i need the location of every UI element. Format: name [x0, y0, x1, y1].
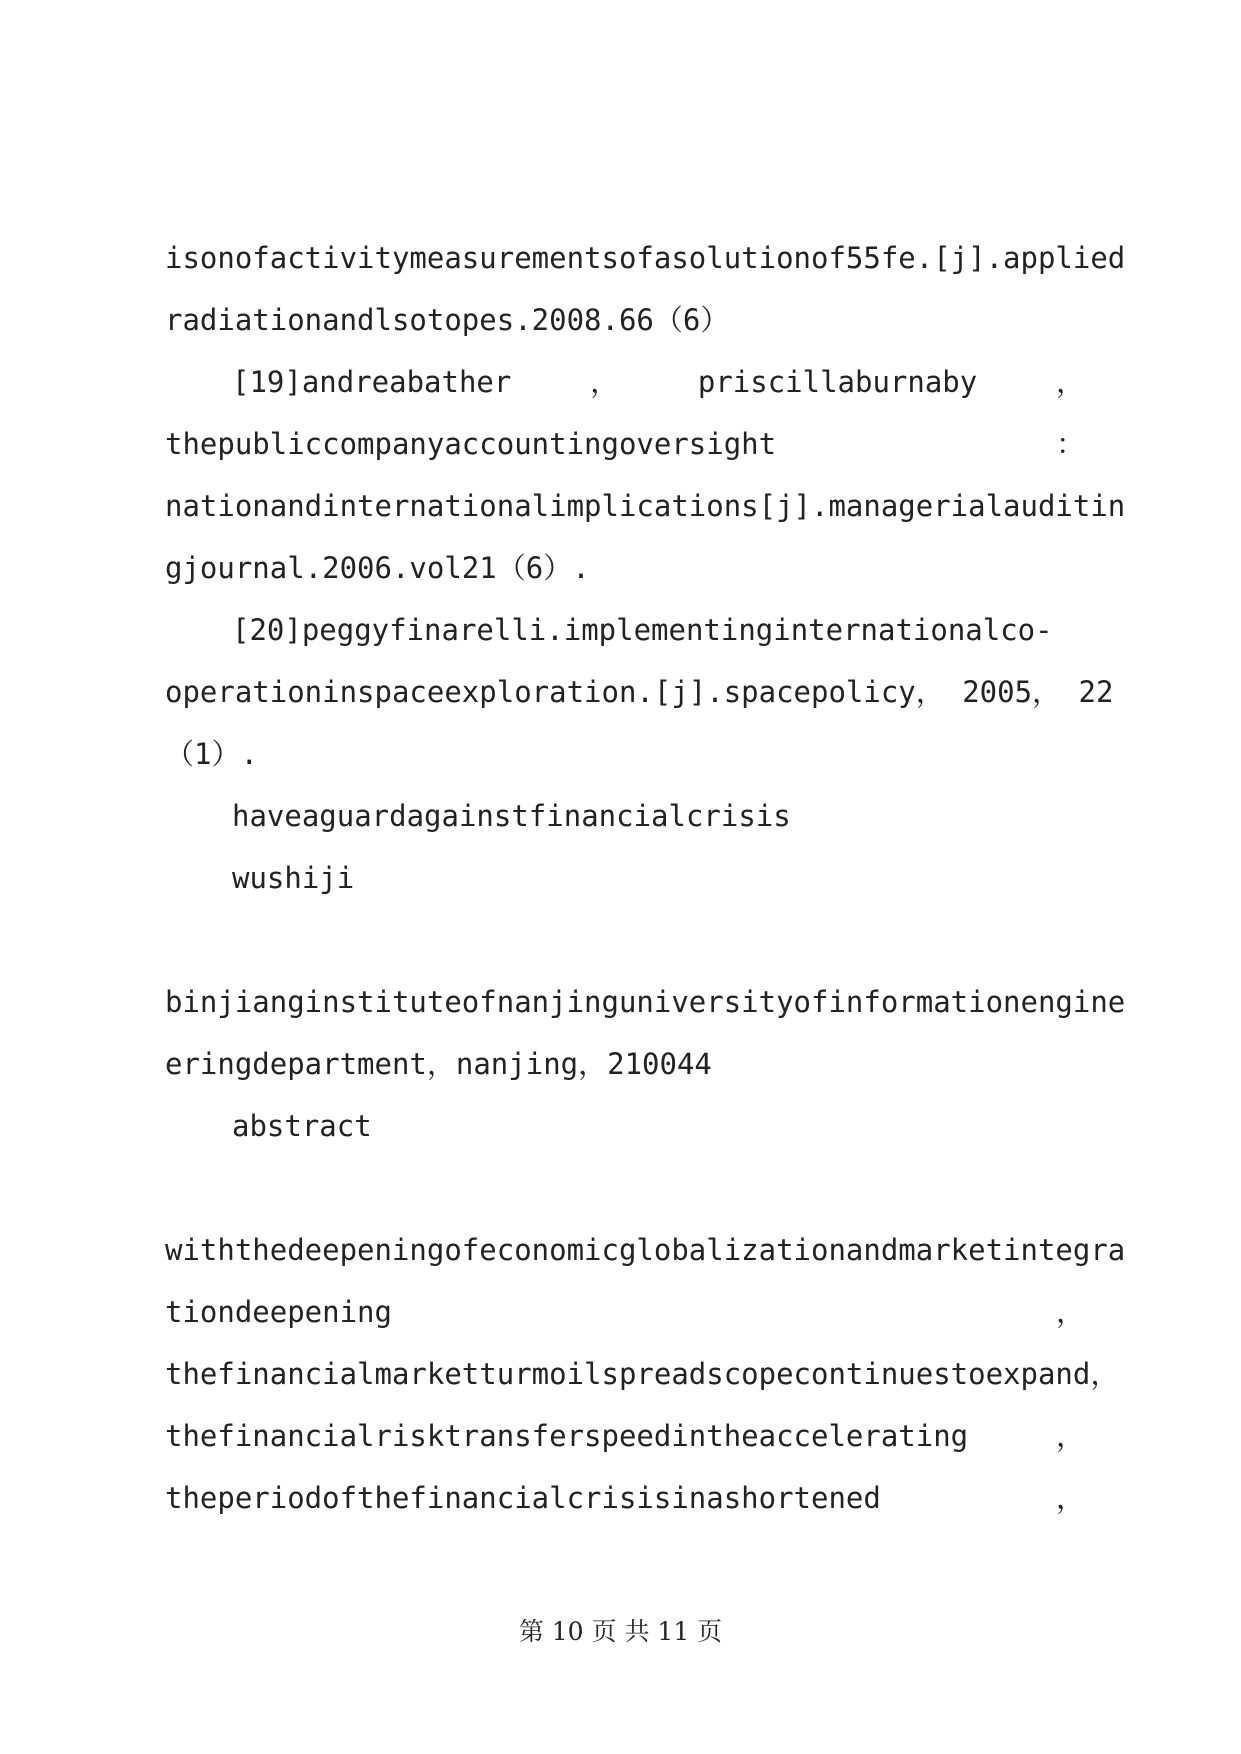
punctuation: ， — [1055, 1295, 1085, 1329]
text-segment: theperiodofthefinancialcrisisinashortened — [165, 1481, 881, 1515]
text-segment: thefinancialrisktransferspeedintheaccelerating — [165, 1419, 969, 1453]
punctuation: ， — [1055, 1481, 1085, 1515]
abstract-line — [165, 1292, 1085, 1332]
text-line: nationandinternationalimplications[j].managerialauditin — [165, 489, 1126, 523]
text-line: isonofactivitymeasurementsofasolutionof55fe.[j].applied — [165, 241, 1126, 275]
abstract-line — [165, 1478, 1085, 1518]
abstract-line: thefinancialmarketturmoilspreadscopecontinuestoexpand， — [165, 1357, 1120, 1391]
punctuation: ， — [590, 365, 620, 399]
punctuation: ： — [1055, 427, 1085, 461]
article-title: haveaguardagainstfinancialcrisis — [232, 799, 791, 833]
abstract-heading: abstract — [232, 1109, 372, 1143]
text-line: operationinspaceexploration.[j].spacepolicy， 2005， 22 — [165, 675, 1114, 709]
reference-20-line: [20]peggyfinarelli.implementinginternationalco- — [232, 613, 1053, 647]
author-name: wushiji — [232, 861, 355, 895]
text-segment: tiondeepening — [165, 1295, 392, 1329]
affiliation-line: eringdepartment，nanjing，210044 — [165, 1047, 712, 1081]
text-line — [165, 424, 1085, 464]
abstract-line: withthedeepeningofeconomicglobalizationandmarketintegra — [165, 1233, 1126, 1267]
affiliation-line: binjianginstituteofnanjinguniversityofinformationengine — [165, 985, 1126, 1019]
abstract-line — [165, 1416, 1085, 1456]
punctuation: ， — [1055, 365, 1085, 399]
text-line: （1）. — [165, 737, 258, 771]
reference-19-line — [232, 362, 1085, 402]
text-segment: thepubliccompanyaccountingoversight — [165, 427, 777, 461]
page-number-footer: 第 10 页 共 11 页 — [518, 1617, 723, 1646]
reference-author-1: [19]andreabather — [232, 365, 512, 399]
punctuation: ， — [1055, 1419, 1085, 1453]
text-line: radiationandlsotopes.2008.66（6） — [165, 303, 730, 337]
reference-author-2: priscillaburnaby — [697, 365, 978, 399]
text-line: gjournal.2006.vol21（6）. — [165, 551, 590, 585]
